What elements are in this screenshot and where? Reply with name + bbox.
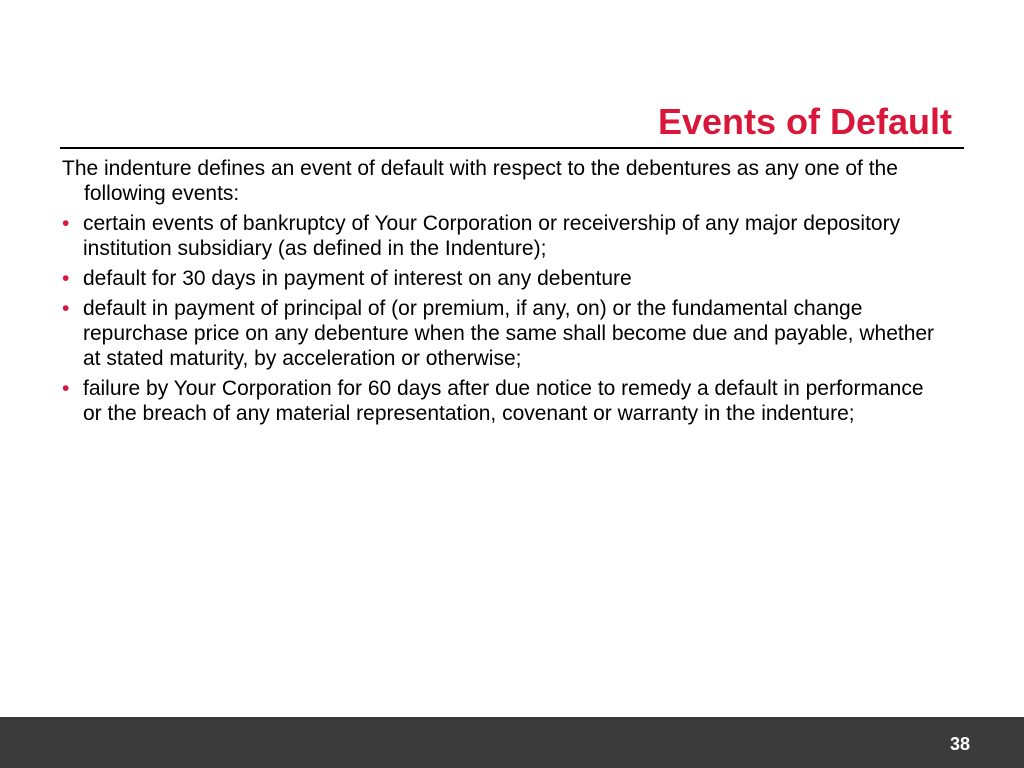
intro-paragraph: The indenture defines an event of default with respect to the debentures as any one of the following events: (62, 157, 898, 205)
bullet-icon: • (62, 297, 70, 320)
bullet-item (62, 211, 942, 261)
slide-title: Events of Default (657, 101, 952, 142)
bullet-list (62, 211, 942, 426)
bullet-icon: • (62, 377, 70, 400)
bullet-icon: • (62, 212, 70, 235)
page-number: 38 (949, 734, 970, 754)
bullet-text: default in payment of principal of (or premium, if any, on) or the fundamental change repurchase price on any debenture when the same shall become due and payable, whether at stated maturity, by acceleration or otherwise; (83, 297, 935, 370)
bullet-text: default for 30 days in payment of interest on any debenture (83, 267, 632, 290)
bullet-text: certain events of bankruptcy of Your Corporation or receivership of any major depository institution subsidiary (as defined in the Indenture); (83, 212, 901, 260)
bullet-item (62, 376, 942, 426)
bullet-item (62, 266, 942, 291)
footer-bar (0, 717, 1024, 768)
bullet-item (62, 296, 942, 371)
slide-body (62, 156, 942, 431)
bullet-text: failure by Your Corporation for 60 days after due notice to remedy a default in performance or the breach of any material representation, covenant or warranty in the indenture; (83, 377, 924, 425)
title-divider (60, 147, 964, 149)
bullet-icon: • (62, 267, 70, 290)
